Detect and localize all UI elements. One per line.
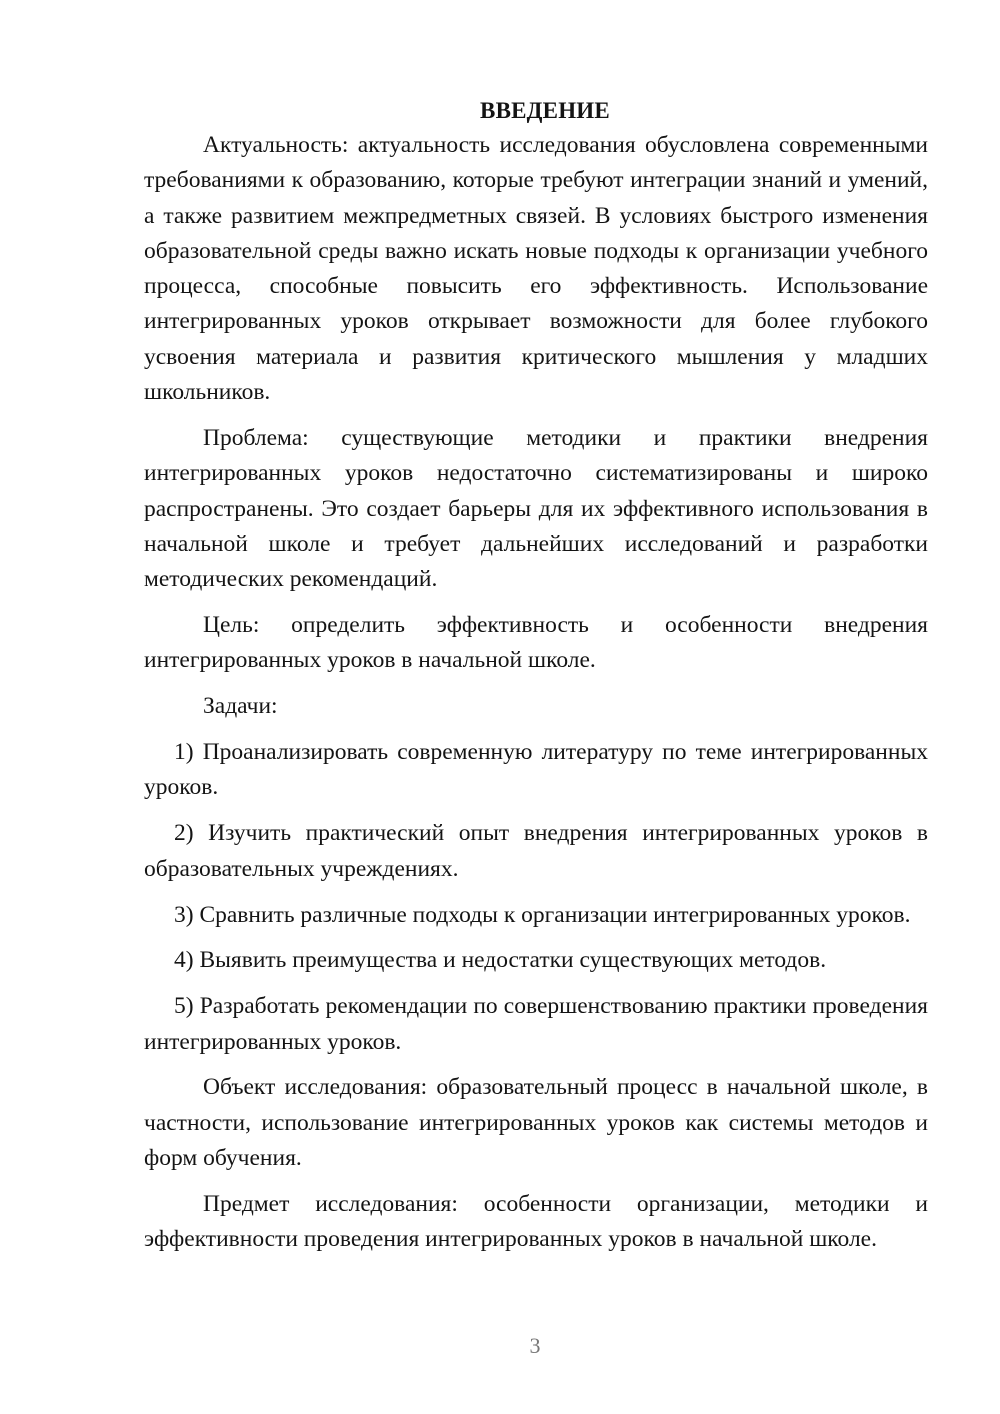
object-paragraph: Объект исследования: образовательный процесс в начальной школе, в частности, использование интегрированных уроков как системы методов и форм обучения. bbox=[144, 1074, 928, 1172]
task-item-3: 3) Сравнить различные подходы к организации интегрированных уроков. bbox=[174, 901, 911, 928]
document-body bbox=[144, 93, 928, 1258]
problem-paragraph: Проблема: существующие методики и практики внедрения интегрированных уроков недостаточно систематизированы и широко распространены. Это создает барьеры для их эффективного использования в начальной школе и требует дальнейших исследований и разработки методических рекомендаций. bbox=[144, 424, 928, 593]
task-item-2: 2) Изучить практический опыт внедрения интегрированных уроков в образовательных учреждениях. bbox=[144, 820, 928, 882]
page-number: 3 bbox=[529, 1333, 541, 1358]
task-item-5: 5) Разработать рекомендации по совершенствованию практики проведения интегрированных уроков. bbox=[144, 993, 928, 1055]
section-heading: ВВЕДЕНИЕ bbox=[480, 98, 610, 123]
subject-paragraph: Предмет исследования: особенности организации, методики и эффективности проведения интегрированных уроков в начальной школе. bbox=[144, 1190, 928, 1253]
task-item-1: 1) Проанализировать современную литературу по теме интегрированных уроков. bbox=[144, 739, 928, 801]
goal-paragraph: Цель: определить эффективность и особенности внедрения интегрированных уроков в начальной школе. bbox=[144, 612, 928, 674]
task-item-4: 4) Выявить преимущества и недостатки существующих методов. bbox=[174, 947, 827, 974]
tasks-heading: Задачи: bbox=[203, 693, 278, 720]
relevance-paragraph: Актуальность: актуальность исследования обусловлена современными требованиями к образованию, которые требуют интеграции знаний и умений, а также развитием межпредметных связей. В условиях быстрого изменения образовательной среды важно искать новые подходы к организации учебного процесса, способные повысить его эффективность. Использование интегрированных уроков открывает возможности для более глубокого усвоения материала и развития критического мышления у младших школьников. bbox=[144, 132, 928, 406]
